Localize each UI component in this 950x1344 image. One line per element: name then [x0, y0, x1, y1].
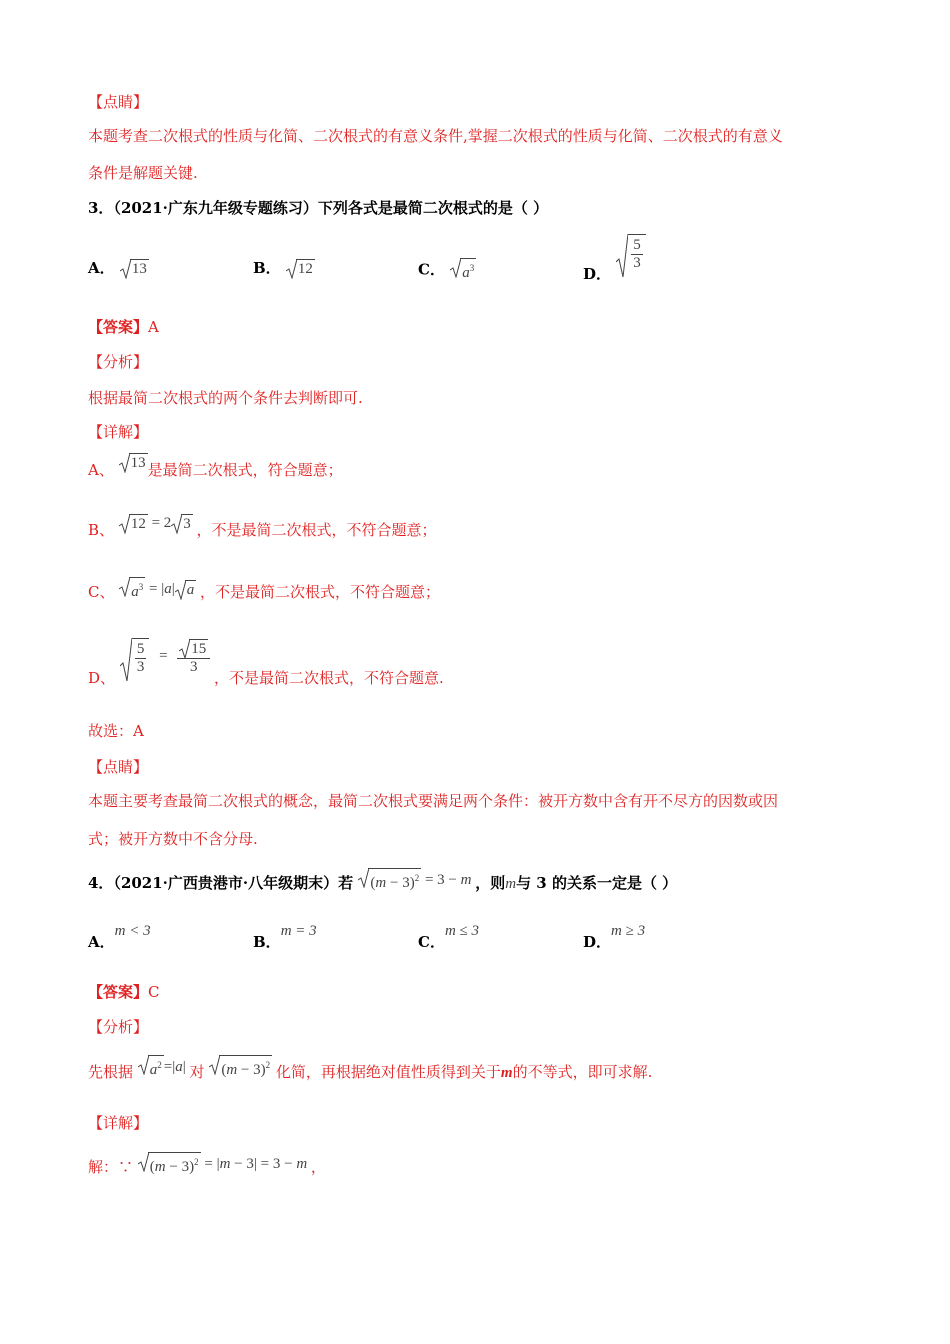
expr-sqrt-five-thirds-eq: $\frac{5}{3}$ = $\frac{15}{3}$ [120, 648, 214, 664]
expr-sqrt-a3-eq-abs-a-sqrt-a: $a^3 = |a|$ a [119, 581, 200, 597]
q4-option-b: B．m = 3 [253, 923, 317, 951]
sqrt-12: 12 [286, 259, 315, 279]
q3-detail-b: B、 12 = 2 3 ，不是最简二次根式，不符合题意； [88, 515, 437, 539]
q3-detail-heading: 【详解】 [88, 423, 149, 441]
q3-tip-line1: 本题主要考查最简二次根式的概念，最简二次根式要满足两个条件：被开方数中含有开不尽方的因数或因 [88, 792, 779, 810]
q3-option-c: C． $a^3$ [418, 258, 476, 283]
q4-option-c: C．m ≤ 3 [418, 923, 480, 951]
q3-conclusion: 故选：A [88, 722, 144, 740]
q3-option-d: D． $\frac{5}{3}$ [583, 234, 646, 272]
expr-detail-equation: $(m - 3)^2 = |m - 3| = 3 - m$ [138, 1156, 311, 1172]
sqrt-13: 13 [120, 259, 149, 279]
tip-heading: 【点睛】 [88, 93, 149, 111]
expr-sqrt-a2-eq-abs-a: $a^2 =|a|$ [138, 1059, 190, 1075]
q3-answer: 【答案】A [88, 318, 159, 336]
q4-option-d: D．m ≥ 3 [583, 923, 646, 951]
sqrt-a-cubed: $a^3$ [450, 258, 476, 283]
q4-detail-line1: 解：∵ $(m - 3)^2 = |m - 3| = 3 - m$ ， [88, 1156, 326, 1181]
q3-tip-line2: 式；被开方数中不含分母. [88, 830, 258, 848]
question-3-stem: 3．（2021·广东九年级专题练习）下列各式是最简二次根式的是（ ） [88, 199, 549, 217]
q3-detail-c: C、 $a^3 = |a|$ a ，不是最简二次根式，不符合题意； [88, 581, 440, 606]
q3-option-b: B． 12 [253, 259, 313, 277]
q3-detail-a: A、 13 是最简二次根式，符合题意； [88, 455, 343, 479]
q3-detail-d: D、 $\frac{5}{3}$ = $\frac{15}{3}$ ，不是最简二次根式，不符合题意. [88, 638, 444, 688]
q4-option-a: A．m < 3 [88, 923, 151, 951]
q4-analysis-heading: 【分析】 [88, 1018, 149, 1036]
q3-option-a: A． 13 [88, 259, 147, 277]
q3-tip-heading: 【点睛】 [88, 758, 149, 776]
sqrt-13: 13 [119, 453, 148, 473]
q3-analysis-text: 根据最简二次根式的两个条件去判断即可. [88, 389, 363, 407]
tip-text-line1: 本题考查二次根式的性质与化简、二次根式的有意义条件,掌握二次根式的性质与化简、二次根式的有意义 [88, 127, 783, 145]
expr-sqrt-m-minus-3-squared: $(m - 3)^2$ [209, 1059, 276, 1075]
expr-sqrt-m-minus-3-squared: $(m - 3)^2 = 3 - m$ [358, 872, 475, 888]
sqrt-five-thirds: $\frac{5}{3}$ [616, 234, 646, 272]
expr-sqrt12-eq-2sqrt3: 12 = 2 3 [119, 515, 197, 531]
q4-detail-heading: 【详解】 [88, 1114, 149, 1132]
tip-text-line2: 条件是解题关键. [88, 164, 198, 182]
question-4-stem: 4．（2021·广西贵港市·八年级期末）若 $(m - 3)^2 = 3 - m$ ，则m与 3 的关系一定是（ ） [88, 872, 677, 897]
q4-answer: 【答案】C [88, 983, 160, 1001]
q3-analysis-heading: 【分析】 [88, 353, 149, 371]
q4-analysis-text: 先根据 $a^2 =|a|$ 对 $(m - 3)^2$ 化简，再根据绝对值性质得到关于m的不等式，即可求解. [88, 1061, 652, 1086]
